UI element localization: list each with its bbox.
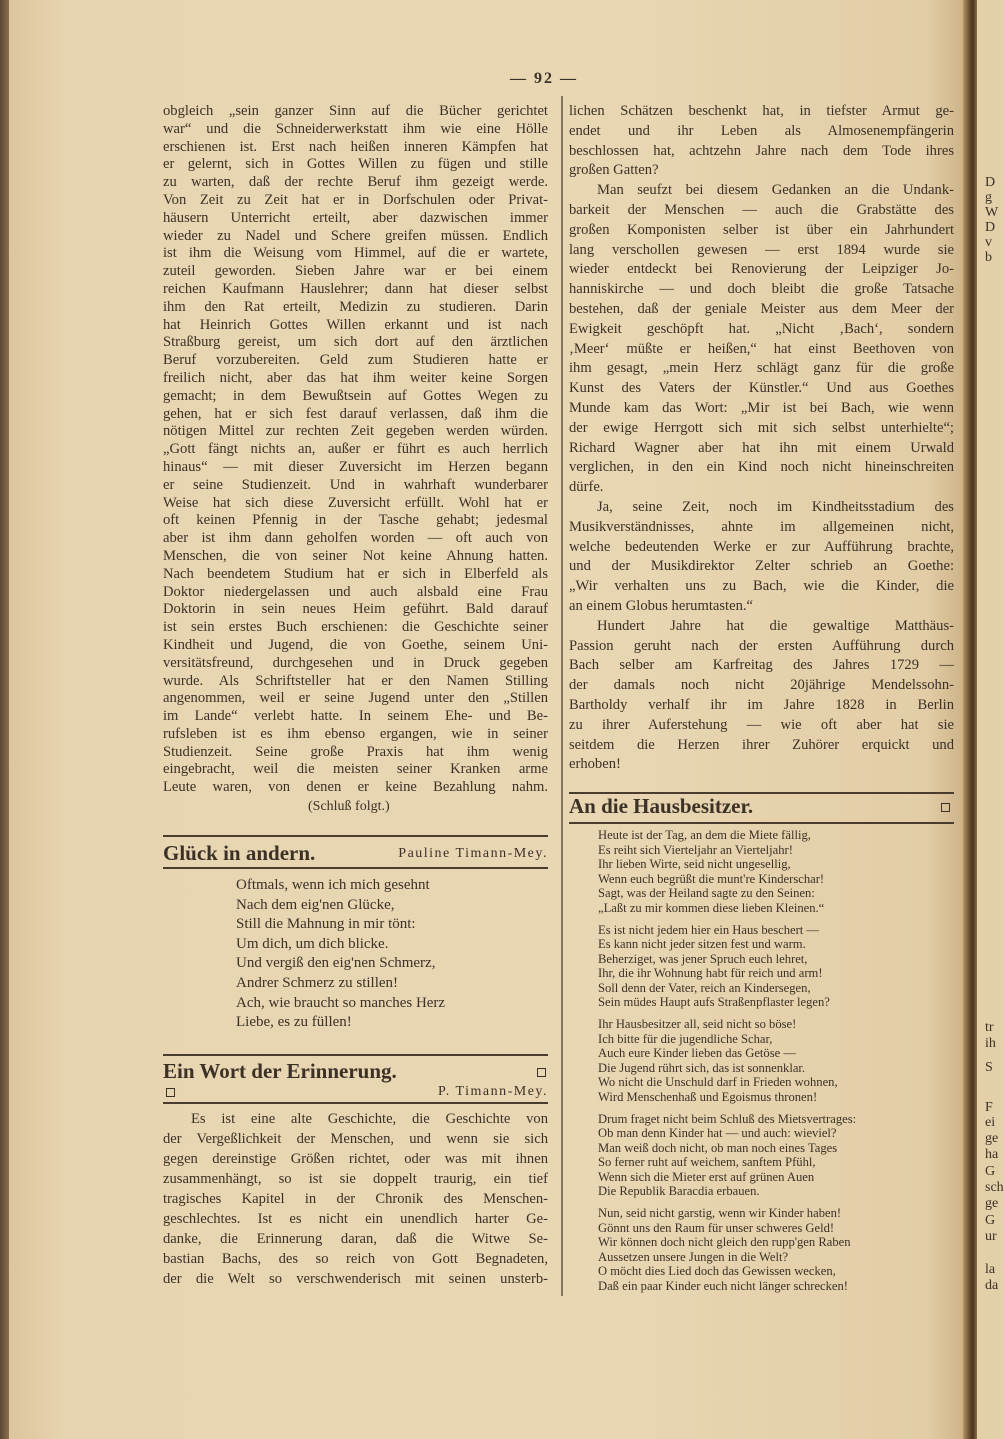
poem-line: Ihr Hausbesitzer all, seid nicht so böse! [598,1017,797,1031]
text-line: ‚Meer‘ müßte er heißen,“ hat einst Beethoven von [569,340,954,357]
poem-stanza [598,828,856,915]
next-page-text-fragment: b [985,250,992,265]
article-author: P. Timann-Mey. [438,1084,548,1099]
next-page-text-fragment: g [985,190,992,205]
text-line: angenommen, weil er seine Jugend unter den „Stillen [163,690,548,707]
poem-line: Heute ist der Tag, an dem die Miete fällig, [598,828,811,842]
next-page-text-fragment: v [985,235,992,250]
article-erinnerung-part1 [163,1109,548,1289]
poem-line: Wird Menschenhaß und Egoismus thronen! [598,1089,818,1104]
text-line: hat Heinrich Gottes Willen erkannt und ist nach [163,316,548,333]
divider [163,867,548,869]
text-line: verglichen, in den ein Kind noch nicht hineinschreiten [569,459,954,476]
text-line: Doktor niedergelassen und auch alsbald eine Frau [163,583,548,600]
text-line: wurde. Als Schriftsteller hat er den Namen Stilling [163,672,548,689]
next-page-text-fragment: D [985,175,996,190]
text-line: welche bedeutenden Werke er zur Aufführung brachte, [569,538,954,555]
text-line: der damals noch nicht 20jährige Mendelssohn- [569,677,954,694]
next-page-text-fragment: S [985,1060,993,1075]
poem-line: Daß ein paar Kinder euch nicht länger schrecken! [598,1278,849,1293]
next-page-text-fragment: D [985,220,996,235]
text-line: Menschen, die von seiner Not keine Ahnung hatten. [163,547,548,564]
poem-title-hausbesitzer: An die Hausbesitzer. [569,794,754,818]
text-line: gemacht; in dem Bewußtsein auf Gottes Wegen zu [163,387,548,404]
poem-glueck-in-andern [236,876,445,1033]
poem-title-glueck: Glück in andern. [163,841,316,865]
poem-line: Gönnt uns den Raum für unser schweres Geld! [598,1220,835,1235]
text-line: und der Musikdirektor Zelter schrieb an Goethe: [569,558,954,575]
text-line: ist ihm die Weisung vom Himmel, auf die er wartete, [163,245,548,262]
text-line: „Wir verhalten uns zu Bach, wie die Kinder, die [569,578,954,595]
text-line: geschlechtes. Ist es nicht ein unendlich harter Ge- [163,1211,548,1227]
text-line: Munde kam das Wort: „Mir ist bei Bach, wie wenn [569,399,954,416]
text-line: zuteil geworden. Sieben Jahre war er bei einem [163,263,548,280]
text-line: Kindheit und Jugend, die von Goethe, seinem Uni- [163,636,548,653]
text-line: wieder entdeckt bei Renovierung der Leipziger Jo- [569,261,954,278]
next-page-text-fragment: sch [985,1180,1004,1195]
text-line: eingebracht, weil die meisten seiner Kranken arme [163,761,548,778]
poem-line: Man weiß doch nicht, ob man noch eines Tages [598,1140,838,1155]
poem-line: Auch eure Kinder lieben das Getöse — [598,1046,796,1060]
text-line: an einem Globus herumtasten.“ [569,597,753,614]
text-line: reichen Kaufmann Hauslehrer; dann hat dieser selbst [163,280,548,297]
text-line: ihm den Rat erteilt, Medizin zu studieren. Darin [163,298,548,315]
text-line: oft keinen Pfennig in der Tasche gehabt; jedesmal [163,512,548,529]
text-line: seitdem die Herzen ihrer Zuhörer erquickt und [569,736,954,753]
article-erinnerung-part2 [569,102,954,775]
poem-an-die-hausbesitzer [598,828,856,1301]
text-line: bestehen, daß der geniale Meister aus dem Meer der [569,300,954,317]
text-line: wieder zu Nadel und Schere greifen müssen. Endlich [163,227,548,244]
text-line: Beruf vorzubereiten. Geld zum Studieren hatte er [163,352,548,369]
poem-line: Beherziget, was jener Spruch euch lehret, [598,951,808,966]
text-line: bastian Bachs, des so reich von Gott Begnadeten, [163,1251,548,1267]
text-line: der Vergeßlichkeit der Menschen, und wenn sie sich [163,1131,548,1147]
text-line: Hundert Jahre hat die gewaltige Matthäus- [597,617,954,634]
poem-line: Liebe, es zu füllen! [236,1014,352,1031]
poem-line: Wenn sich die Mieter erst auf grünen Auen [598,1169,815,1184]
article-continuation-stilling [163,103,548,797]
poem-author: Pauline Timann-Mey. [398,846,548,861]
text-line: Bartholdy verhalf ihr im Jahre 1828 in Berlin [569,696,954,713]
poem-line: Ob man denn Kinder hat — und auch: wieviel? [598,1126,837,1140]
text-line: danke, die Erinnerung daran, daß die Witwe Se- [163,1231,548,1247]
text-line: Man seufzt bei diesem Gedanken an die Undank- [597,182,954,199]
text-line: Von Zeit zu Zeit hat er in Dorfschulen oder Privat- [163,191,548,208]
text-line: der die Welt so verschwenderisch mit seinen unsterb- [163,1271,548,1287]
poem-line: So ferner ruht auf weichem, sanftem Pfühl, [598,1155,816,1169]
text-line: freilich nicht, aber das hat ihm weiter keine Sorgen [163,369,548,386]
divider [163,1102,548,1104]
poem-line: Wo nicht die Unschuld darf in Frieden wohnen, [598,1075,838,1089]
ornament-square-icon [537,1068,546,1077]
text-line: ihm gesagt, „mein Herz schlägt ganz für die große [569,360,954,377]
text-line: ist sein erstes Buch erschienen: die Geschichte seiner [163,619,548,636]
poem-stanza [598,1112,856,1199]
poem-line: Es ist nicht jedem hier ein Haus beschert — [598,922,820,937]
text-line: gegen dereinstige Größen richtet, oder was mit ihnen [163,1151,548,1167]
text-line: Es ist eine alte Geschichte, die Geschichte von [191,1111,548,1127]
next-page-text-fragment: G [985,1164,996,1179]
article-title-erinnerung: Ein Wort der Erinnerung. [163,1059,397,1083]
text-line: hanniskirche — und doch bleibt die große Tatsache [569,281,954,298]
ornament-square-icon [941,803,950,812]
text-line: versitätsfreund, durchgesehen und in Druck gegeben [163,654,548,671]
poem-stanza [598,1206,856,1293]
next-page-edge [977,0,1004,1439]
poem-line: Die Republik Baracdia erbauen. [598,1184,760,1198]
divider [163,835,548,837]
poem-line: Still die Mahnung in mir tönt: [236,916,416,933]
text-line: aber ist ihm dann geholfen worden — oft auch von [163,530,548,547]
text-line: hinaus“ — mit dieser Zuversicht im Herzen begann [163,458,548,475]
text-line: großen Komponisten selber ist über ein Jahrhundert [569,221,954,238]
poem-stanza [598,923,856,1010]
text-line: Musikverständnisses, ahnte im allgemeinen nicht, [569,518,954,535]
poem-line: Nun, seid nicht garstig, wenn wir Kinder haben! [598,1206,842,1220]
text-line: Doktorin in sein neues Heim geführt. Bald darauf [163,601,548,618]
ornament-square-icon [166,1088,175,1097]
text-line: der ewige Herrgott sich mit sich selbst unterhielte“; [569,419,954,436]
poem-line: Soll denn der Vater, reich an Kindersegen, [598,980,811,995]
poem-line: Ihr, die ihr Wohnung habt für reich und arm! [598,966,823,980]
poem-line: Und vergiß den eig'nen Schmerz, [236,955,436,972]
poem-stanza [598,1017,856,1104]
text-line: er gelernt, sich in Gottes Willen zu fügen und stille [163,156,548,173]
text-line: lang verschollen gewesen — erst 1894 wurde sie [569,241,954,258]
text-line: Ja, seine Zeit, noch im Kindheitsstadium des [597,498,954,515]
text-line: Passion geruht nach der ersten Aufführung durch [569,637,954,654]
poem-line: Nach dem eig'nen Glücke, [236,896,395,913]
book-edge-left [0,0,9,1439]
next-page-text-fragment: la [985,1262,996,1277]
poem-line: Wir können doch nicht gleich den rupp'gen Raben [598,1235,851,1249]
next-page-text-fragment: ge [985,1196,999,1211]
text-line: obgleich „sein ganzer Sinn auf die Bücher gerichtet [163,103,548,119]
text-line: er seine Studienzeit. Und in wahrhaft wunderbarer [163,476,548,493]
text-line: erhoben! [569,756,621,773]
next-page-text-fragment: ei [985,1115,996,1130]
text-line: beschlossen hat, achtzehn Jahre nach dem Tode ihres [569,142,954,159]
text-line: Ewigkeit geschöpft hat. „Nicht ‚Bach‘, sondern [569,320,954,337]
text-line: lichen Schätzen beschenkt hat, in tiefster Armut ge- [569,103,954,119]
text-line: tragisches Kapitel in der Chronik des Menschen- [163,1191,548,1207]
poem-line: Drum fraget nicht beim Schluß des Mietsvertrages: [598,1111,857,1126]
text-line: dürfe. [569,479,604,496]
divider [163,1054,548,1056]
next-page-text-fragment: da [985,1278,999,1293]
poem-line: Um dich, um dich blicke. [236,935,389,952]
poem-line: Wenn euch begrüßt die munt're Kinderschar! [598,871,825,886]
text-line: häusern Unterricht erteilt, aber dazwischen immer [163,209,548,226]
text-line: Studienzeit. Seine große Praxis hat ihm wenig [163,743,548,760]
text-line: gehen, hat er sich fest darauf verlassen, daß ihm die [163,405,548,422]
text-line: erschienen ist. Erst nach heißen inneren Kämpfen hat [163,138,548,155]
text-line: rufsleben ist es ihm ebenso ergangen, wie in seiner [163,725,548,742]
next-page-text-fragment: ih [985,1036,996,1051]
poem-line: Es reiht sich Vierteljahr an Vierteljahr! [598,842,793,857]
next-page-text-fragment: ur [985,1229,997,1244]
text-line: Kunst des Vaters der Künstler.“ Und aus Goethes [569,380,954,397]
poem-line: Es kann nicht jeder sitzen fest und warm. [598,937,806,951]
text-line: Richard Wagner aber hat ihn mit einem Urwald [569,439,954,456]
poem-line: Sagt, was der Heiland sagte zu den Seinen: [598,886,815,900]
text-line: nötigen Mittel zur rechten Zeit gegeben werden würden. [163,423,548,440]
text-line: zu ihrer Auferstehung — wie oft aber hat sie [569,716,954,733]
poem-line: Aussetzen unsere Jungen in die Welt? [598,1249,789,1264]
poem-line: Ich bitte für die jugendliche Schar, [598,1031,773,1046]
poem-line: „Laßt zu mir kommen diese lieben Kleinen.“ [598,900,825,915]
next-page-text-fragment: G [985,1213,996,1228]
next-page-text-fragment: tr [985,1020,994,1035]
divider [569,822,954,824]
book-spine [963,0,977,1439]
poem-line: Die Jugend rührt sich, das ist sonnenklar. [598,1060,806,1075]
next-page-text-fragment: F [985,1100,993,1115]
next-page-text-fragment: ha [985,1147,999,1162]
poem-line: Andrer Schmerz zu stillen! [236,974,399,991]
next-page-text-fragment: ge [985,1131,999,1146]
poem-line: Ach, wie braucht so manches Herz [236,994,446,1011]
poem-line: Sein müdes Haupt aufs Straßenpflaster legen? [598,995,830,1009]
text-line: Leute waren, von denen er keine Bezahlung nahm. [163,779,548,796]
text-line: im Lande“ verlebt hatte. In seinem Ehe- und Be- [163,708,548,725]
text-line: großen Gatten? [569,162,659,179]
next-page-text-fragment: W [985,205,999,220]
text-line: Straßburg gereist, um sich dort auf den ärztlichen [163,334,548,351]
text-line: Nach beendetem Studium hat er sich in Elberfeld als [163,565,548,582]
text-line: Bach selber am Karfreitag des Jahres 1729 — [569,657,954,674]
text-line: zu warten, daß der rechte Beruf ihm gezeigt werde. [163,174,548,191]
text-line: war“ und die Schneiderwerkstatt ihm wie eine Hölle [163,120,548,137]
text-line: Weise hat sich diese Zuversicht erfüllt. Wohl hat er [163,494,548,511]
text-line: zusammenhängt, so ist sie doppelt traurig, ein tief [163,1171,548,1187]
text-line: barkeit der Menschen — auch die Grabstätte des [569,201,954,218]
poem-line: Ihr lieben Wirte, seid nicht ungesellig, [598,857,791,871]
continued-note: (Schluß folgt.) [308,799,390,814]
text-line: endet und ihr Leben als Almosenempfängerin [569,122,954,139]
page-number: — 92 — [510,70,578,87]
poem-line: Oftmals, wenn ich mich gesehnt [236,877,430,893]
poem-line: O möcht dies Lied doch das Gewissen wecken, [598,1264,836,1278]
text-line: „Gott fängt nichts an, außer er führt es auch herrlich [163,441,548,458]
column-separator [561,96,563,1296]
